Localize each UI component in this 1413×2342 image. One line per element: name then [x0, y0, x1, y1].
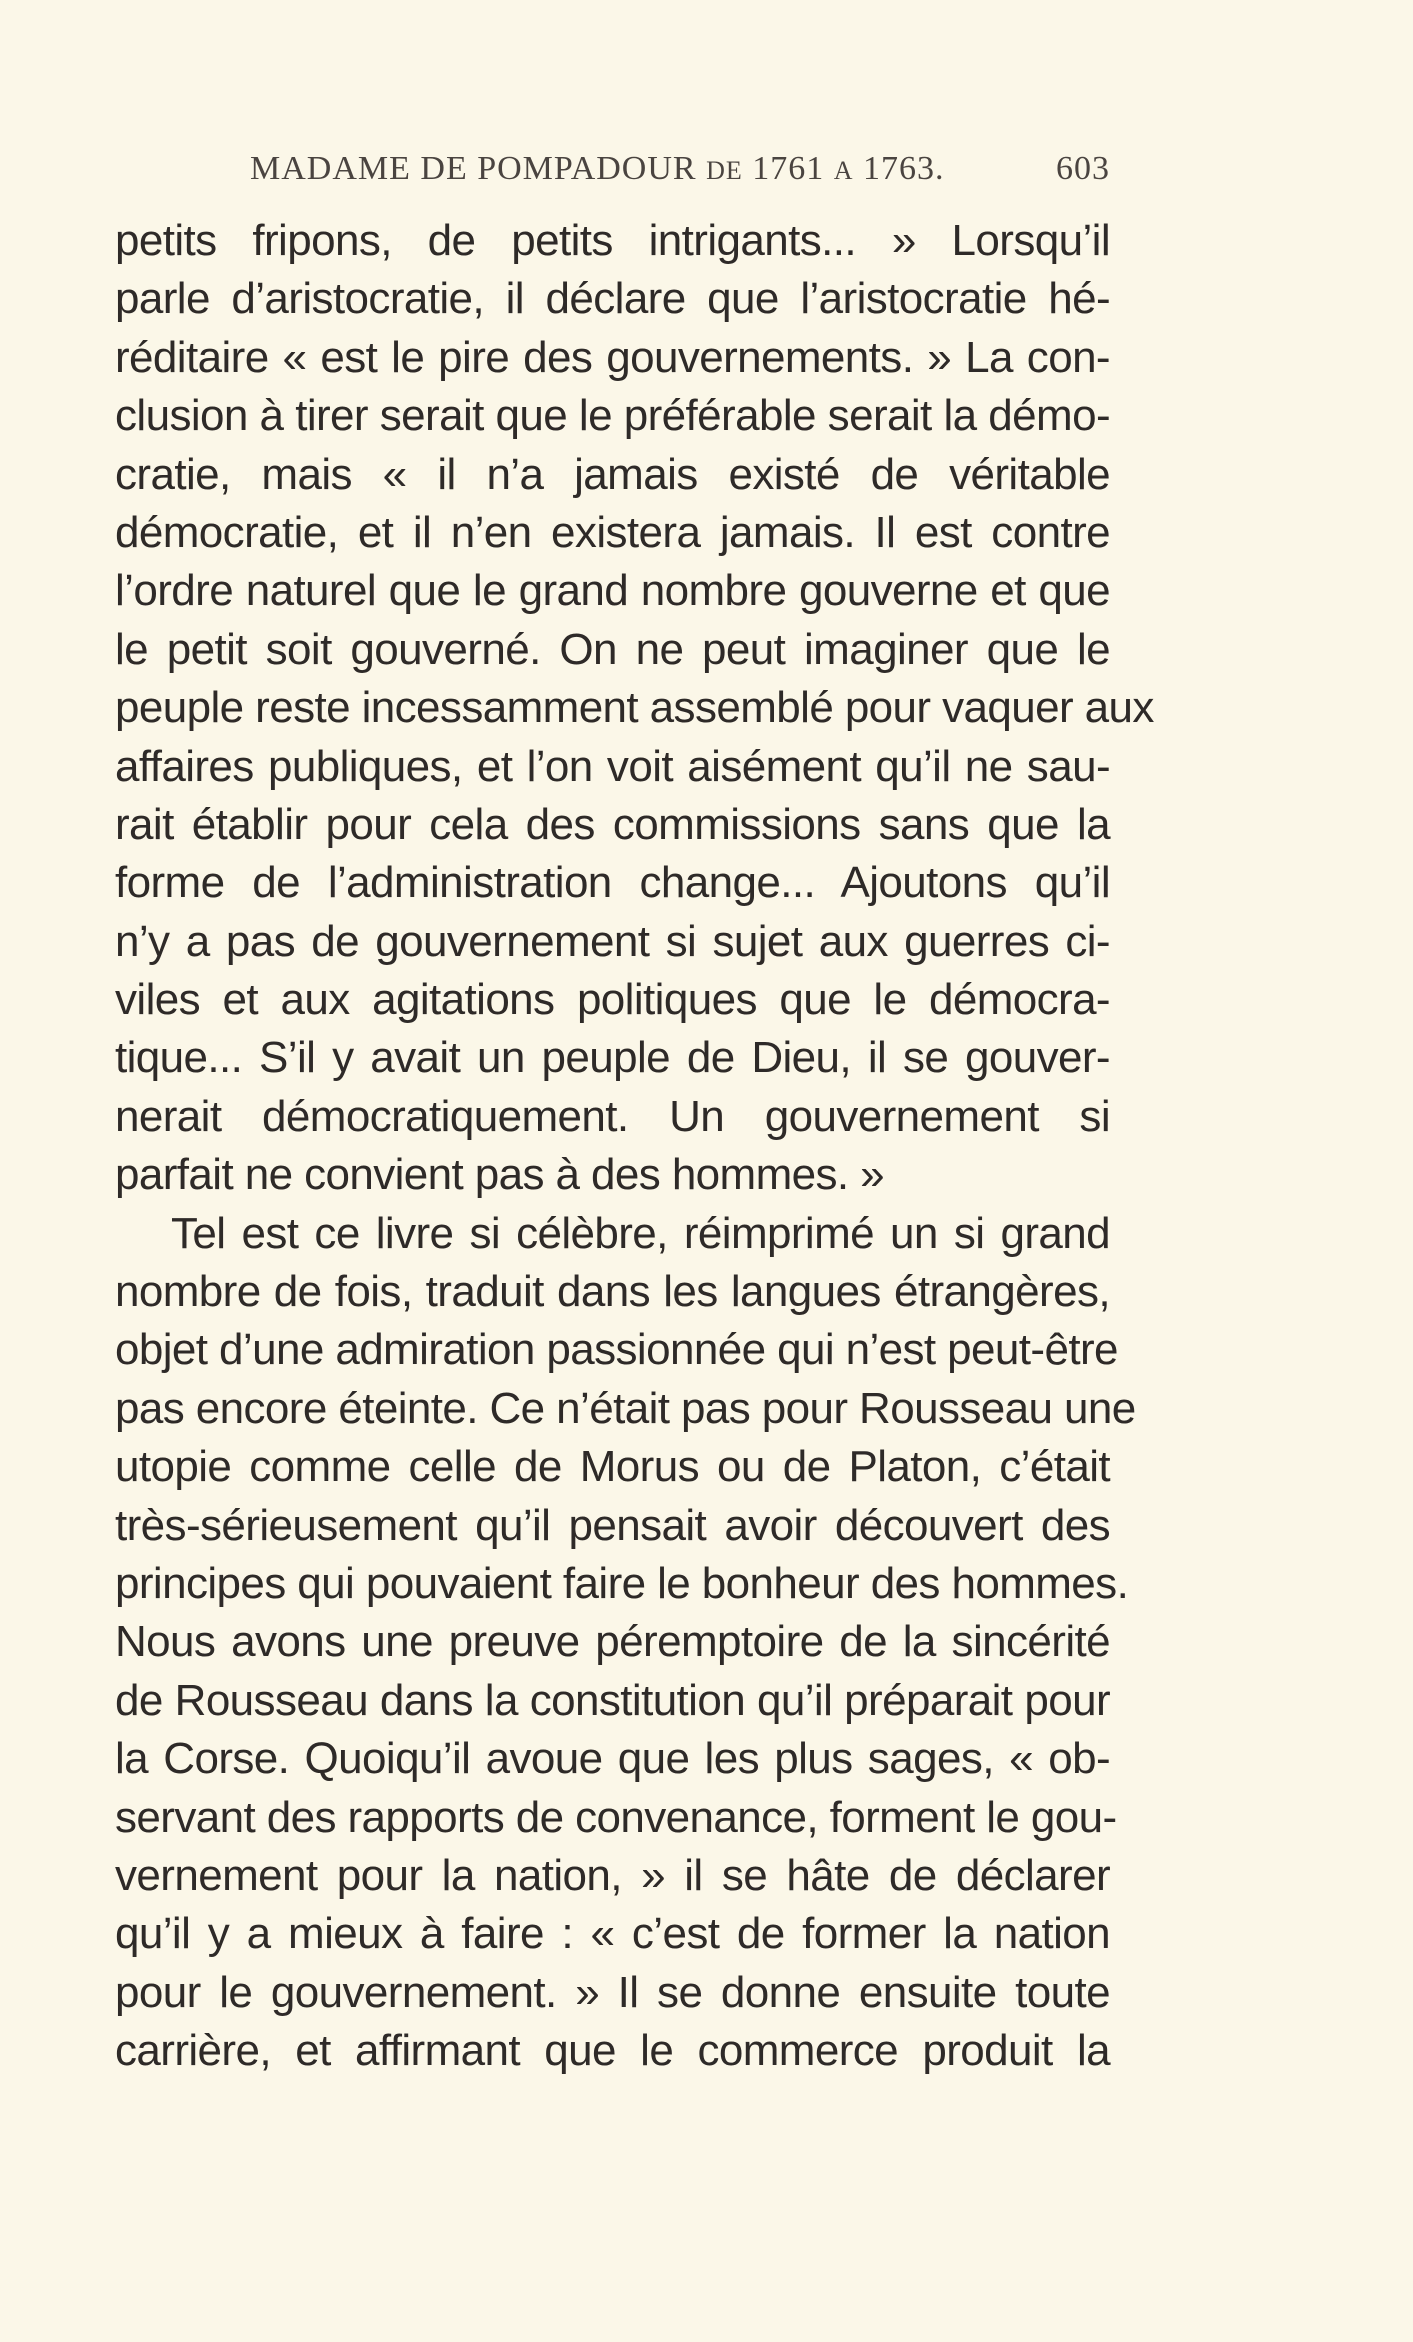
text-line: affaires publiques, et l’on voit aisément qu’il ne sau-	[115, 741, 1110, 791]
header-a: A	[833, 156, 854, 185]
text-line: Tel est ce livre si célèbre, réimprimé un si grand	[171, 1208, 1110, 1258]
text-line: pour le gouvernement. » Il se donne ensuite toute	[115, 1967, 1110, 2017]
text-line: le petit soit gouverné. On ne peut imaginer que le	[115, 624, 1110, 674]
text-line: réditaire « est le pire des gouvernements. » La con-	[115, 332, 1110, 382]
header-title: MADAME DE POMPADOUR	[250, 150, 697, 187]
text-line: Nous avons une preuve péremptoire de la sincérité	[115, 1617, 1110, 1667]
text-line: forme de l’administration change... Ajoutons qu’il	[115, 858, 1110, 908]
text-line: parfait ne convient pas à des hommes. »	[115, 1150, 885, 1200]
text-line: clusion à tirer serait que le préférable serait la démo-	[115, 391, 1110, 441]
running-title	[250, 150, 945, 188]
text-line: l’ordre naturel que le grand nombre gouverne et que	[115, 566, 1110, 616]
page-number: 603	[1056, 150, 1110, 187]
text-line: utopie comme celle de Morus ou de Platon, c’était	[115, 1442, 1110, 1492]
text-line: qu’il y a mieux à faire : « c’est de former la nation	[115, 1909, 1110, 1959]
text-line: peuple reste incessamment assemblé pour vaquer aux	[115, 683, 1154, 733]
text-line: n’y a pas de gouvernement si sujet aux guerres ci-	[115, 916, 1110, 966]
text-line: carrière, et affirmant que le commerce produit la	[115, 2026, 1110, 2076]
paragraph-2	[115, 1205, 1136, 2081]
text-line: rait établir pour cela des commissions sans que la	[115, 799, 1110, 849]
text-line: viles et aux agitations politiques que le démocra-	[115, 975, 1110, 1025]
header-year-start: 1761	[752, 150, 825, 187]
text-line: principes qui pouvaient faire le bonheur des hommes.	[115, 1558, 1129, 1608]
text-line: cratie, mais « il n’a jamais existé de véritable	[115, 449, 1110, 499]
text-line: démocratie, et il n’en existera jamais. Il est contre	[115, 507, 1110, 557]
text-line: nombre de fois, traduit dans les langues étrangères,	[115, 1267, 1110, 1317]
header-de: DE	[706, 156, 743, 185]
text-line: parle d’aristocratie, il déclare que l’aristocratie hé-	[115, 274, 1110, 324]
text-line: nerait démocratiquement. Un gouvernement si	[115, 1091, 1110, 1141]
text-line: servant des rapports de convenance, forment le gou-	[115, 1792, 1117, 1842]
text-line: la Corse. Quoiqu’il avoue que les plus sages, « ob-	[115, 1734, 1110, 1784]
text-line: de Rousseau dans la constitution qu’il préparait pour	[115, 1675, 1110, 1725]
header-year-end: 1763.	[863, 150, 945, 187]
running-header	[250, 150, 1110, 200]
text-line: tique... S’il y avait un peuple de Dieu, il se gouver-	[115, 1033, 1110, 1083]
text-line: objet d’une admiration passionnée qui n’est peut-être	[115, 1325, 1118, 1375]
text-line: petits fripons, de petits intrigants... » Lorsqu’il	[115, 216, 1110, 265]
paragraph-1	[115, 212, 1154, 1205]
text-line: pas encore éteinte. Ce n’était pas pour Rousseau une	[115, 1383, 1136, 1433]
text-line: très-sérieusement qu’il pensait avoir découvert des	[115, 1500, 1110, 1550]
text-line: vernement pour la nation, » il se hâte de déclarer	[115, 1850, 1110, 1900]
body-text	[115, 212, 1154, 2081]
